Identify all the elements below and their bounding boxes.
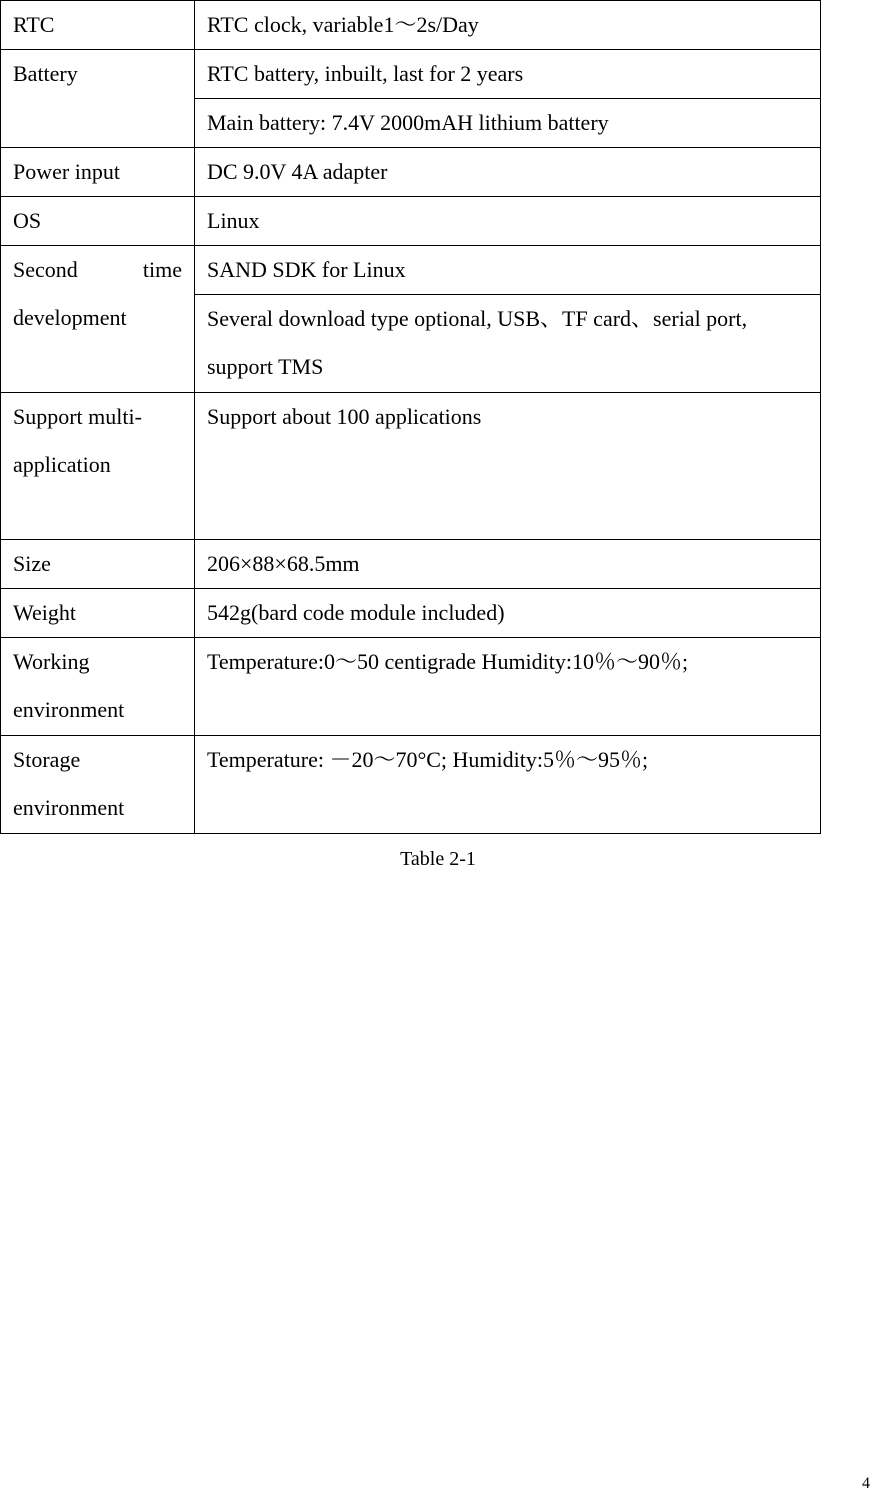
label-line: Second time — [13, 257, 182, 282]
label-cell: RTC — [1, 1, 195, 50]
label-cell: Battery — [1, 50, 195, 148]
value-cell: 542g(bard code module included) — [195, 589, 821, 638]
table-row — [1, 197, 821, 246]
table-row — [1, 736, 821, 834]
label-cell — [1, 246, 195, 393]
table-row — [1, 1, 821, 50]
value-cell: Several download type optional, USB、TF card、serial port, support TMS — [195, 295, 821, 393]
table-row — [1, 540, 821, 589]
label-line: development — [13, 305, 127, 330]
value-cell: Linux — [195, 197, 821, 246]
table-row — [1, 589, 821, 638]
label-cell: Storage environment — [1, 736, 195, 834]
value-cell: Temperature: －20～70°C; Humidity:5％～95％; — [195, 736, 821, 834]
value-cell: Main battery: 7.4V 2000mAH lithium battery — [195, 99, 821, 148]
value-cell: 206×88×68.5mm — [195, 540, 821, 589]
label-cell: Power input — [1, 148, 195, 197]
table-row — [1, 638, 821, 736]
value-cell: RTC battery, inbuilt, last for 2 years — [195, 50, 821, 99]
label-cell: OS — [1, 197, 195, 246]
table-caption: Table 2-1 — [400, 848, 476, 870]
table-row — [1, 246, 821, 295]
value-cell: SAND SDK for Linux — [195, 246, 821, 295]
label-cell: Size — [1, 540, 195, 589]
page-number: 4 — [862, 1475, 870, 1492]
value-cell: Support about 100 applications — [195, 393, 821, 540]
value-cell: Temperature:0～50 centigrade Humidity:10％～90％; — [195, 638, 821, 736]
value-cell: DC 9.0V 4A adapter — [195, 148, 821, 197]
label-cell: Support multi-application — [1, 393, 195, 540]
label-cell: Working environment — [1, 638, 195, 736]
table-row — [1, 393, 821, 540]
label-cell: Weight — [1, 589, 195, 638]
table-row — [1, 50, 821, 99]
table-row — [1, 148, 821, 197]
value-cell: RTC clock, variable1～2s/Day — [195, 1, 821, 50]
